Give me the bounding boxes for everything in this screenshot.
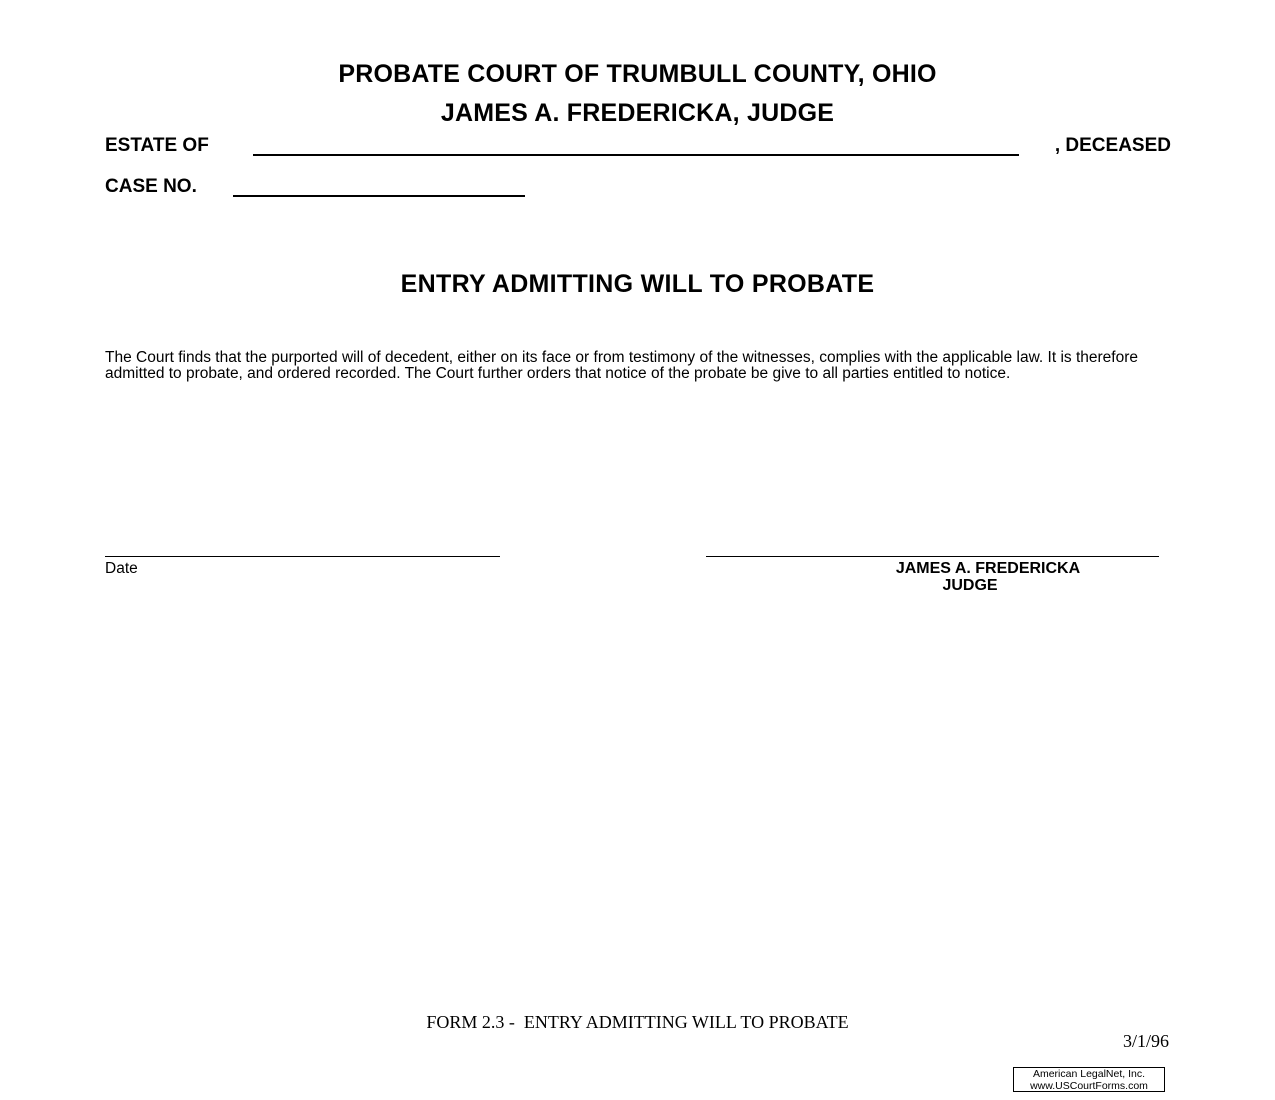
date-signature-line[interactable] bbox=[105, 556, 500, 557]
form-revision-date: 3/1/96 bbox=[1122, 1031, 1169, 1051]
case-number-field[interactable] bbox=[233, 195, 525, 197]
case-row bbox=[105, 176, 535, 202]
date-label: Date bbox=[105, 560, 138, 577]
judge-title-label: JUDGE bbox=[942, 577, 998, 594]
deceased-label: , DECEASED bbox=[1054, 135, 1171, 156]
court-title: PROBATE COURT OF TRUMBULL COUNTY, OHIO bbox=[338, 60, 937, 88]
form-footer-title: FORM 2.3 - ENTRY ADMITTING WILL TO PROBATE bbox=[426, 1012, 849, 1032]
court-finding-paragraph: The Court finds that the purported will of decedent, either on its face or from testimony of the witnesses, complies with the applicable law. It is therefore admitted to probate, and ordered recorded. The Court further orders that notice of the probate be give to all parties entitled to notice. bbox=[105, 349, 1138, 382]
judge-name: JAMES A. FREDERICKA bbox=[895, 560, 1081, 577]
estate-name-field[interactable] bbox=[253, 154, 1019, 156]
publisher-box bbox=[1013, 1067, 1165, 1092]
case-number-label: CASE NO. bbox=[105, 176, 197, 197]
judge-title: JAMES A. FREDERICKA, JUDGE bbox=[440, 99, 835, 127]
publisher-name: American LegalNet, Inc. bbox=[1032, 1068, 1146, 1080]
estate-label: ESTATE OF bbox=[105, 135, 209, 156]
estate-row bbox=[105, 135, 1171, 161]
publisher-url: www.USCourtForms.com bbox=[1030, 1079, 1148, 1092]
document-heading: ENTRY ADMITTING WILL TO PROBATE bbox=[400, 270, 875, 298]
judge-signature-line[interactable] bbox=[706, 556, 1159, 557]
